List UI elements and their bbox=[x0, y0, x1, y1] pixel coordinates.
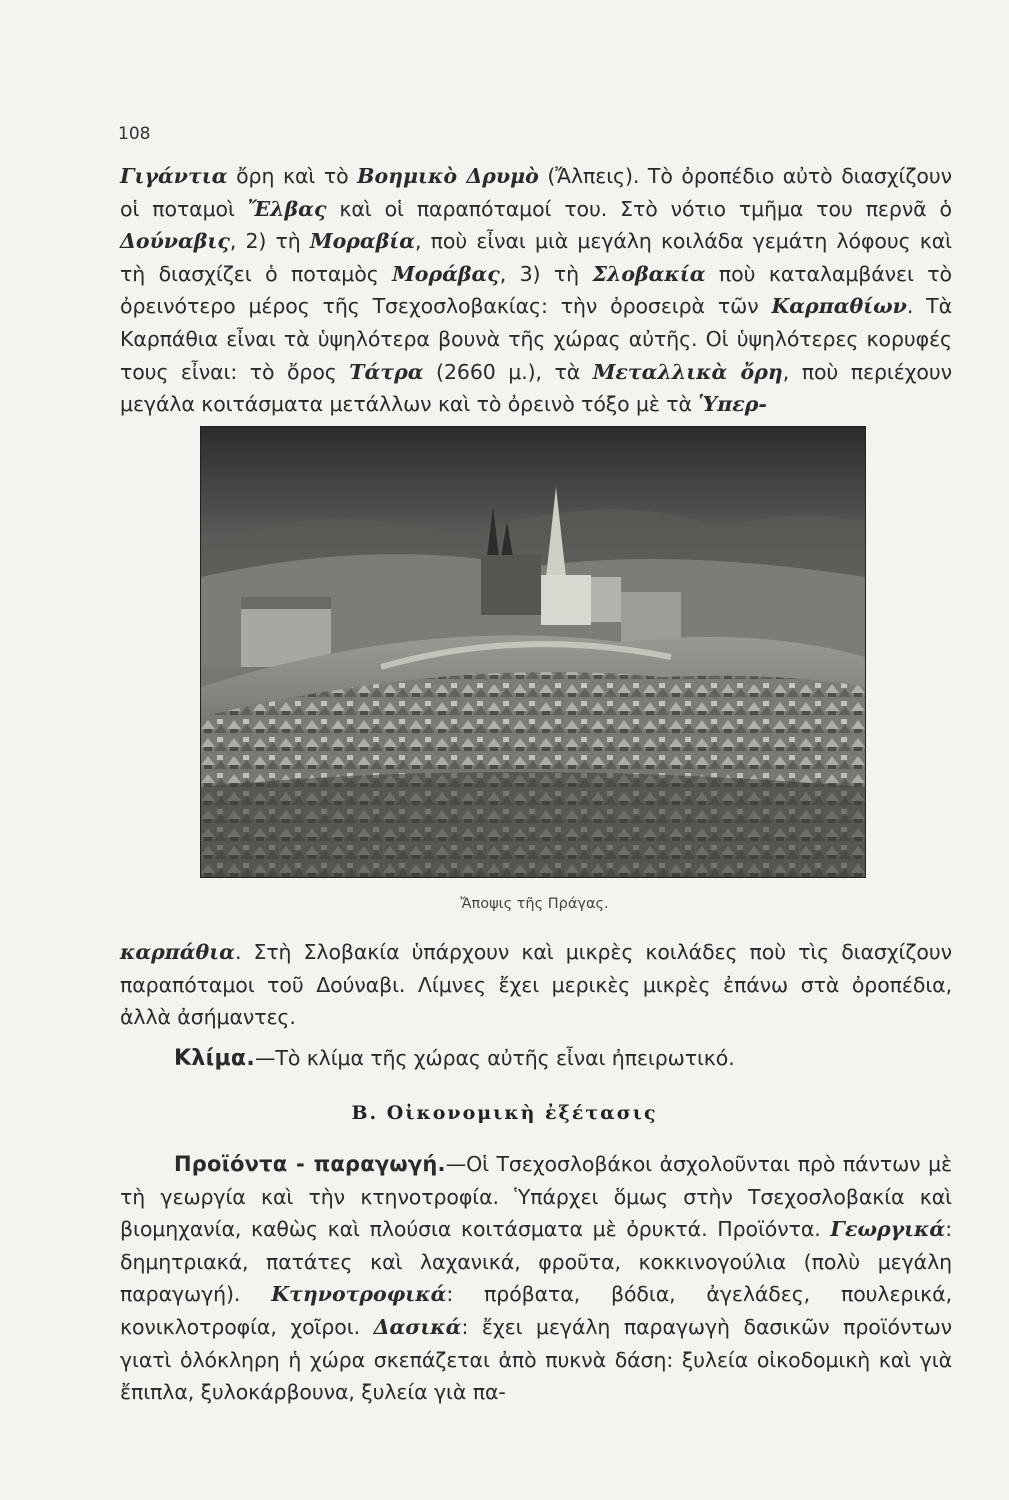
term-livestock: Κτηνοτροφικά bbox=[271, 1282, 447, 1307]
term-carpathians: Καρπαθίων bbox=[771, 294, 907, 319]
text-run: ποὺ καταλαμβάνει τὸ ὀρεινότερο μέρος τῆς Τσεχοσλοβακίας: τὴν ὀροσειρὰ τῶν bbox=[120, 261, 952, 319]
climate-heading: Κλίμα. bbox=[174, 1045, 256, 1071]
figure-caption: Ἄποψις τῆς Πράγας. bbox=[460, 896, 609, 912]
text-run: ὄρη καὶ τὸ bbox=[227, 164, 358, 188]
text-run: : δημητριακά, πατάτες καὶ λαχανικά, φροῦτα, κοκκινογούλια (πολὺ μεγάλη παραγωγή). bbox=[120, 1217, 952, 1307]
text-run: : ἔχει μεγάλη παραγωγὴ δασικῶν προϊόντων γιατὶ ὁλόκληρη ἡ χώρα σκεπάζεται ἀπὸ πυκνὰ δάση: ξυλεία οἰκοδομικὴ καὶ γιὰ ἔπιπλα, ξυλοκάρβουνα, ξυλεία γιὰ πα- bbox=[120, 1314, 952, 1405]
climate-text: —Τὸ κλίμα τῆς χώρας αὐτῆς εἶναι ἠπειρωτικό. bbox=[255, 1045, 735, 1070]
text-run: —Οἱ Τσεχοσλοβάκοι ἀσχολοῦνται πρὸ πάντων μὲ τὴ γεωργία καὶ τὴν κτηνοτροφία. Ὑπάρχει ὅμως στὴν Τσεχοσλοβακία καὶ βιομηχανία, καθὼς καὶ πλούσια κοιτάσματα μὲ ὀρυκτά. Προϊόντα. bbox=[120, 1152, 952, 1242]
paragraph-products bbox=[120, 1148, 952, 1409]
text-run: καὶ οἱ παραπόταμοί του. Στὸ νότιο τμῆμα του περνᾶ ὁ bbox=[326, 196, 952, 221]
term-elbe: Ἔλβας bbox=[247, 196, 327, 221]
term-danube: Δούναβις bbox=[120, 229, 230, 254]
term-subcarpathians: Ὑπερ- bbox=[698, 392, 767, 417]
text-run: , ποὺ περιέχουν μεγάλα κοιτάσματα μετάλλων καὶ τὸ ὀρεινὸ τόξο μὲ τὰ bbox=[120, 359, 952, 417]
text-run: , 2) τὴ bbox=[229, 229, 310, 254]
term-subcarpathians-end: καρπάθια bbox=[120, 940, 235, 964]
term-ore-mountains: Μεταλλικὰ ὄρη bbox=[592, 359, 783, 384]
text-run: : πρόβατα, βόδια, ἀγελάδες, πουλερικά, κονικλοτροφία, χοῖροι. bbox=[120, 1282, 952, 1339]
text-run: (2660 μ.), τὰ bbox=[423, 359, 593, 384]
term-slovakia: Σλοβακία bbox=[592, 261, 706, 286]
text-run: (Ἄλπεις). Τὸ ὀροπέδιο αὐτὸ διασχίζουν οἱ ποταμοὶ bbox=[120, 164, 952, 221]
text-run: . Τὰ Καρπάθια εἶναι τὰ ὑψηλότερα βουνὰ τῆς χώρας αὐτῆς. Οἱ ὑψηλότερες κορυφές τους εἶναι: τὸ ὄρος bbox=[120, 294, 952, 384]
text-run: , ποὺ εἶναι μιὰ μεγάλη κοιλάδα γεμάτη λόφους καὶ τὴ διασχίζει ὁ ποταμὸς bbox=[120, 229, 952, 286]
term-morava: Μοράβας bbox=[392, 261, 500, 286]
term-forestry: Δασικά bbox=[373, 1314, 462, 1339]
text-run: , 3) τὴ bbox=[499, 261, 593, 286]
paragraph-geography bbox=[120, 160, 952, 421]
term-moravia: Μοραβία bbox=[309, 229, 416, 254]
section-heading-economic: Β. Οἰκονομικὴ ἐξέτασις bbox=[351, 1102, 658, 1124]
prague-cityscape-image bbox=[201, 427, 865, 877]
page-number: 108 bbox=[118, 124, 151, 144]
products-heading: Προϊόντα - παραγωγή. bbox=[174, 1152, 446, 1176]
text-run: . Στὴ Σλοβακία ὑπάρχουν καὶ μικρὲς κοιλάδες ποὺ τὶς διασχίζουν παραπόταμοι τοῦ Δούναβι. Λίμνες ἔχει μερικὲς μικρὲς ἐπάνω στὰ ὀροπέδια, ἀλλὰ ἀσήμαντες. bbox=[120, 940, 952, 1030]
term-agricultural: Γεωργικά bbox=[830, 1217, 946, 1242]
paragraph-slovakia bbox=[120, 936, 952, 1075]
photo-prague-view bbox=[200, 426, 866, 878]
term-bohemian-forest: Βοημικὸ Δρυμὸ bbox=[357, 164, 539, 188]
term-tatra: Τάτρα bbox=[349, 359, 424, 384]
term-gigantia: Γιγάντια bbox=[120, 164, 228, 188]
